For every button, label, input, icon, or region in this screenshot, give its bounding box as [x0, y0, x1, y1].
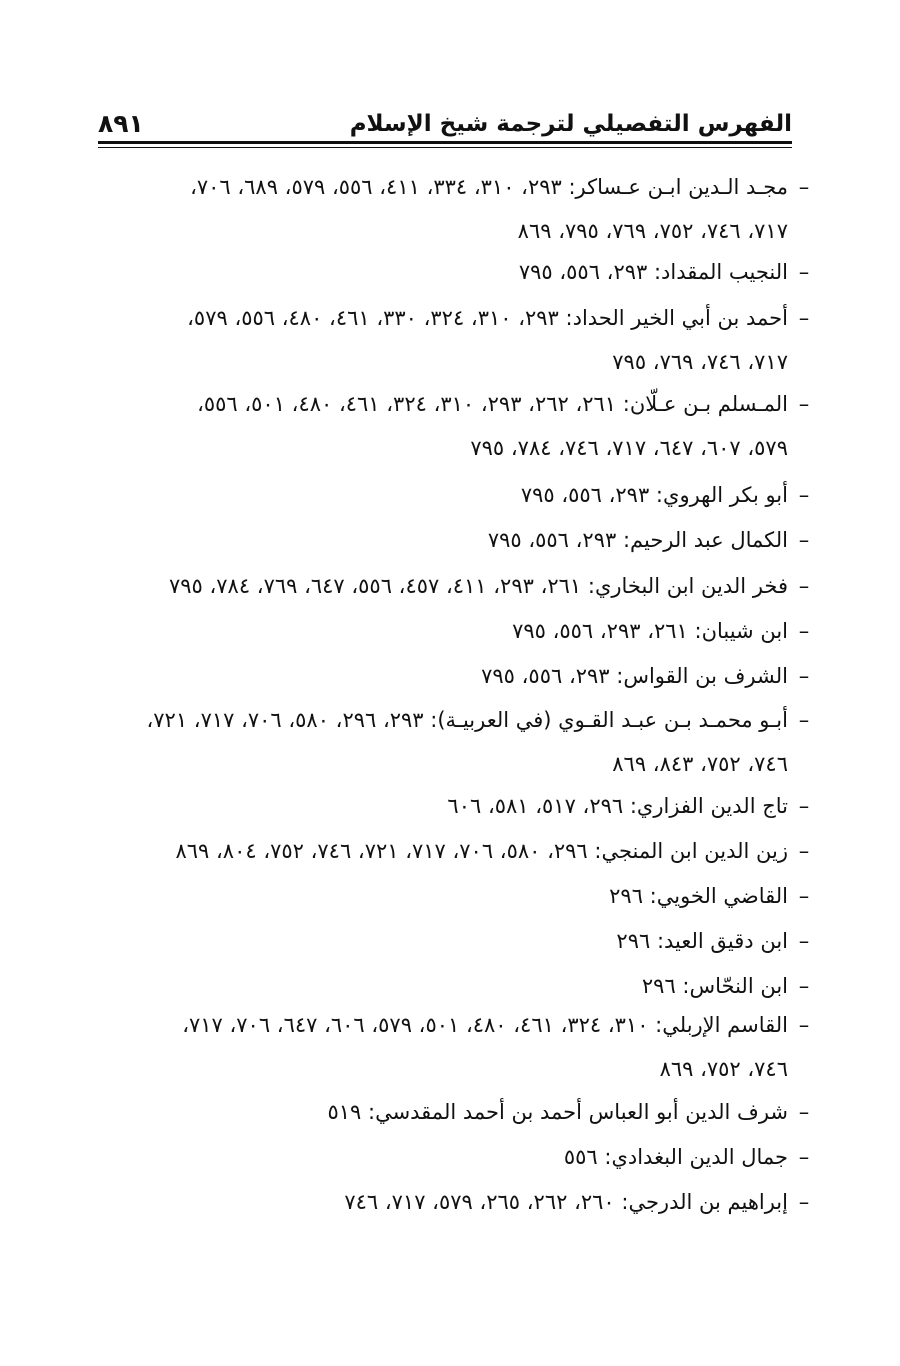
entry-text: الكمال عبد الرحيم: ٢٩٣، ٥٥٦، ٧٩٥ — [487, 528, 788, 552]
index-entry — [176, 829, 821, 873]
entry-text: أبو بكر الهروي: ٢٩٣، ٥٥٦، ٧٩٥ — [520, 483, 788, 507]
bullet-dash: – — [798, 483, 810, 507]
bullet-dash: – — [798, 574, 810, 598]
entry-text: جمال الدين البغدادي: ٥٥٦ — [563, 1145, 788, 1169]
entry-text: ابن النحّاس: ٢٩٦ — [641, 974, 788, 998]
bullet-dash: – — [798, 708, 810, 732]
page-number: ٨٩١ — [98, 109, 144, 138]
entry-text: زين الدين ابن المنجي: ٢٩٦، ٥٨٠، ٧٠٦، ٧١٧، ٧٢١، ٧٤٦، ٧٥٢، ٨٠٤، ٨٦٩ — [175, 839, 788, 863]
entry-continuation: ٧٤٦، ٧٥٢، ٨٦٩ — [659, 1057, 788, 1081]
entry-continuation: ٧١٧، ٧٤٦، ٧٥٢، ٧٦٩، ٧٩٥، ٨٦٩ — [517, 219, 788, 243]
bullet-dash: – — [798, 929, 810, 953]
entry-text: فخر الدين ابن البخاري: ٢٦١، ٢٩٣، ٤١١، ٤٥٧، ٥٥٦، ٦٤٧، ٧٦٩، ٧٨٤، ٧٩٥ — [168, 574, 788, 598]
index-entry — [344, 1180, 820, 1224]
bullet-dash: – — [798, 1013, 810, 1037]
entry-text: المـسلم بـن عـلّان: ٢٦١، ٢٦٢، ٢٩٣، ٣١٠، ٣٢٤، ٤٦١، ٤٨٠، ٥٠١، ٥٥٦، — [197, 392, 788, 416]
bullet-dash: – — [798, 175, 810, 199]
index-entry — [190, 165, 820, 253]
index-entry — [197, 382, 820, 470]
index-entry — [481, 654, 820, 698]
bullet-dash: – — [798, 794, 810, 818]
index-entry — [182, 1003, 820, 1091]
bullet-dash: – — [798, 839, 810, 863]
bullet-dash: – — [798, 392, 810, 416]
entry-text: القاسم الإربلي: ٣١٠، ٣٢٤، ٤٦١، ٤٨٠، ٥٠١، ٥٧٩، ٦٠٦، ٦٤٧، ٧٠٦، ٧١٧، — [182, 1013, 788, 1037]
index-entry — [327, 1090, 820, 1134]
entry-text: إبراهيم بن الدرجي: ٢٦٠، ٢٦٢، ٢٦٥، ٥٧٩، ٧١٧، ٧٤٦ — [344, 1190, 788, 1214]
entry-continuation: ٧٤٦، ٧٥٢، ٨٤٣، ٨٦٩ — [612, 752, 788, 776]
index-entry — [169, 564, 820, 608]
entry-text: ابن دقيق العيد: ٢٩٦ — [616, 929, 788, 953]
entry-text: أبـو محمـد بـن عبـد القـوي (في العربيـة): ٢٩٣، ٢٩٦، ٥٨٠، ٧٠٦، ٧١٧، ٧٢١، — [146, 708, 788, 732]
index-entry — [519, 250, 820, 294]
index-entry — [521, 473, 820, 517]
bullet-dash: – — [798, 306, 810, 330]
entry-text: تاج الدين الفزاري: ٢٩٦، ٥١٧، ٥٨١، ٦٠٦ — [447, 794, 788, 818]
bullet-dash: – — [798, 1100, 810, 1124]
index-entry — [616, 919, 820, 963]
entry-text: مجـد الـدين ابـن عـساكر: ٢٩٣، ٣١٠، ٣٣٤، ٤١١، ٥٥٦، ٥٧٩، ٦٨٩، ٧٠٦، — [190, 175, 788, 199]
running-title: الفهرس التفصيلي لترجمة شيخ الإسلام — [349, 111, 792, 137]
bullet-dash: – — [798, 260, 810, 284]
entry-text: شرف الدين أبو العباس أحمد بن أحمد المقدسي: ٥١٩ — [327, 1100, 788, 1124]
entry-text: الشرف بن القواس: ٢٩٣، ٥٥٦، ٧٩٥ — [481, 664, 788, 688]
bullet-dash: – — [798, 974, 810, 998]
entry-text: أحمد بن أبي الخير الحداد: ٢٩٣، ٣١٠، ٣٢٤، ٣٣٠، ٤٦١، ٤٨٠، ٥٥٦، ٥٧٩، — [187, 306, 788, 330]
bullet-dash: – — [798, 1145, 810, 1169]
index-entry — [512, 609, 820, 653]
index-entry — [564, 1135, 820, 1179]
entry-text: القاضي الخويي: ٢٩٦ — [609, 884, 788, 908]
index-entry — [187, 296, 820, 384]
bullet-dash: – — [798, 884, 810, 908]
index-entry — [642, 964, 820, 1008]
bullet-dash: – — [798, 1190, 810, 1214]
bullet-dash: – — [798, 619, 810, 643]
entry-continuation: ٥٧٩، ٦٠٧، ٦٤٧، ٧١٧، ٧٤٦، ٧٨٤، ٧٩٥ — [470, 436, 788, 460]
bullet-dash: – — [798, 528, 810, 552]
bullet-dash: – — [798, 664, 810, 688]
entry-continuation: ٧١٧، ٧٤٦، ٧٦٩، ٧٩٥ — [612, 350, 788, 374]
entry-text: النجيب المقداد: ٢٩٣، ٥٥٦، ٧٩٥ — [518, 260, 788, 284]
entry-text: ابن شيبان: ٢٦١، ٢٩٣، ٥٥٦، ٧٩٥ — [512, 619, 788, 643]
index-entry — [488, 518, 820, 562]
index-entry — [609, 874, 820, 918]
index-entry — [447, 784, 820, 828]
index-entry — [146, 698, 820, 786]
